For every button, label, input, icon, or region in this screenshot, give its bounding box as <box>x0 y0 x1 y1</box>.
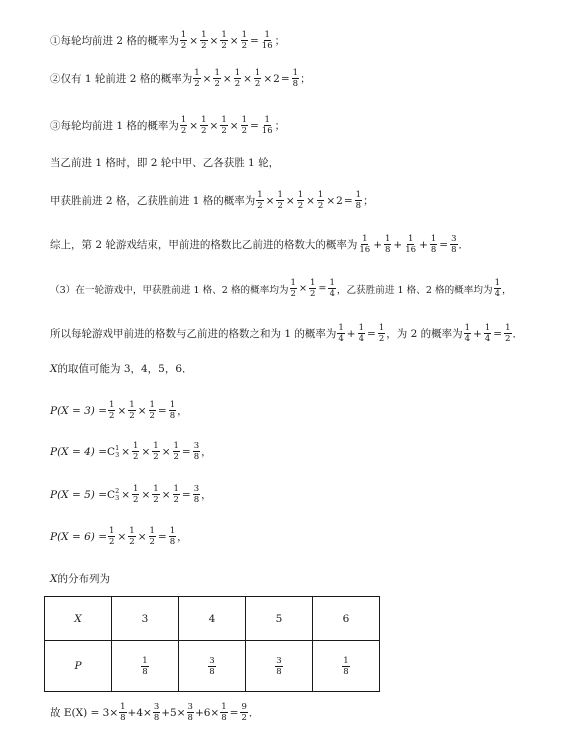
expectation-line: 故 E(X) = 3× $\frac{1}{8}$ +4× $\frac{3}{8}$ +5× $\frac{3}{8}$ +6× $\frac{1}{8}$ = $\frac{9}{2}$ ． <box>50 702 260 723</box>
prob-x5-line: P(X = 5) = C 2 3 × $\frac{1}{2}$ × $\frac{1}{2}$ × $\frac{1}{2}$ = $\frac{3}{8}$ ， <box>50 484 212 505</box>
result-fraction: $\frac{1}{2}$ <box>378 323 385 344</box>
fraction: $\frac{1}{4}$ <box>338 323 344 344</box>
fraction: $\frac{1}{2}$ <box>173 441 179 462</box>
fraction: $\frac{1}{4}$ <box>494 278 500 299</box>
result-fraction: $\frac{1}{8}$ <box>169 526 176 547</box>
table-cell: $\frac{3}{8}$ <box>246 641 313 692</box>
table-cell: $\frac{3}{8}$ <box>179 641 246 692</box>
fraction: $\frac{3}{8}$ <box>187 702 193 723</box>
fraction: $\frac{1}{2}$ <box>234 68 241 89</box>
step-1-line: ①每轮均前进 2 格的概率为 $\frac{1}{2}$ × $\frac{1}{2}$ × $\frac{1}{2}$ × $\frac{1}{2}$ = $\frac{1}{16}$ ； <box>50 30 286 51</box>
result-fraction: $\frac{1}{4}$ <box>329 278 335 299</box>
fraction: $\frac{1}{2}$ <box>129 400 135 421</box>
step-2-text: ②仅有 1 轮前进 2 格的概率为 <box>50 73 193 85</box>
fraction: $\frac{1}{2}$ <box>221 115 227 136</box>
fraction: $\frac{1}{2}$ <box>201 115 207 136</box>
fraction: $\frac{1}{2}$ <box>149 526 155 547</box>
step-1-text: ①每轮均前进 2 格的概率为 <box>50 35 179 47</box>
fraction: $\frac{1}{2}$ <box>221 30 227 51</box>
fraction: $\frac{1}{2}$ <box>133 441 139 462</box>
table-header-cell: 4 <box>179 597 246 641</box>
table-cell: $\frac{1}{8}$ <box>313 641 380 692</box>
fraction: $\frac{1}{2}$ <box>290 278 296 299</box>
fraction: $\frac{1}{16}$ <box>359 234 371 255</box>
summary-line: 综上，第 2 轮游戏结束，甲前进的格数比乙前进的格数大的概率为 $\frac{1}{16}$ + $\frac{1}{8}$ + $\frac{1}{16}$ + $\frac{1}{8}$ = $\frac{3}{8}$ ． <box>50 234 470 255</box>
fraction: $\frac{1}{2}$ <box>254 68 261 89</box>
fraction: $\frac{1}{2}$ <box>194 68 200 89</box>
result-fraction: $\frac{9}{2}$ <box>241 702 247 723</box>
distribution-table <box>44 596 380 692</box>
combination-index: 2 3 <box>115 486 120 502</box>
fraction: $\frac{1}{2}$ <box>129 526 135 547</box>
result-fraction: $\frac{1}{16}$ <box>261 30 273 51</box>
result-fraction: $\frac{3}{8}$ <box>451 234 457 255</box>
fraction: $\frac{1}{4}$ <box>358 323 365 344</box>
sum-prob-line: 所以每轮游戏甲前进的格数与乙前进的格数之和为 1 的概率为 $\frac{1}{4}$ + $\frac{1}{4}$ = $\frac{1}{2}$ ，为 2 的概率为 $\frac{1}{4}$ + $\frac{1}{4}$ = $\frac{1}{2}$ ． <box>50 323 523 344</box>
fraction: $\frac{1}{2}$ <box>153 484 159 505</box>
fraction: $\frac{1}{2}$ <box>297 190 304 211</box>
result-fraction: $\frac{3}{8}$ <box>193 441 200 462</box>
fraction: $\frac{1}{8}$ <box>430 234 437 255</box>
table-row-label: P <box>45 641 112 692</box>
result-fraction: $\frac{1}{8}$ <box>169 400 176 421</box>
fraction: $\frac{1}{2}$ <box>214 68 220 89</box>
fraction: $\frac{1}{2}$ <box>277 190 283 211</box>
fraction: $\frac{1}{2}$ <box>109 400 115 421</box>
part-3-intro-line: （3）在一轮游戏中，甲获胜前进 1 格、2 格的概率均为 $\frac{1}{2}$ × $\frac{1}{2}$ = $\frac{1}{4}$ ，乙获胜前进 1 格、2 格的概率均为 $\frac{1}{4}$ ， <box>50 278 512 299</box>
distribution-heading: X 的分布列为 <box>50 572 110 585</box>
prob-x6-line: P(X = 6) = $\frac{1}{2}$ × $\frac{1}{2}$ × $\frac{1}{2}$ = $\frac{1}{8}$ ， <box>50 526 188 547</box>
fraction: $\frac{1}{2}$ <box>180 30 187 51</box>
table-header-cell: 6 <box>313 597 380 641</box>
result-fraction: $\frac{1}{8}$ <box>355 190 362 211</box>
fraction: $\frac{1}{2}$ <box>241 115 247 136</box>
fraction: $\frac{1}{8}$ <box>385 234 391 255</box>
fraction: $\frac{1}{4}$ <box>484 323 491 344</box>
fraction: $\frac{1}{2}$ <box>241 30 247 51</box>
step-3-line: ③每轮均前进 1 格的概率为 $\frac{1}{2}$ × $\frac{1}{2}$ × $\frac{1}{2}$ × $\frac{1}{2}$ = $\frac{1}{16}$ ； <box>50 115 286 136</box>
prob-x4-line: P(X = 4) = C 1 3 × $\frac{1}{2}$ × $\frac{1}{2}$ × $\frac{1}{2}$ = $\frac{3}{8}$ ， <box>50 441 212 462</box>
fraction: $\frac{1}{2}$ <box>109 526 115 547</box>
fraction: $\frac{1}{2}$ <box>133 484 139 505</box>
case-text-line: 当乙前进 1 格时，即 2 轮中甲、乙各获胜 1 轮， <box>50 157 280 169</box>
fraction: $\frac{1}{8}$ <box>221 702 227 723</box>
table-header-cell: X <box>45 597 112 641</box>
fraction: $\frac{1}{2}$ <box>201 30 207 51</box>
table-cell: $\frac{1}{8}$ <box>112 641 179 692</box>
fraction: $\frac{1}{2}$ <box>310 278 316 299</box>
result-fraction: $\frac{1}{16}$ <box>261 115 273 136</box>
table-header-cell: 3 <box>112 597 179 641</box>
fraction: $\frac{1}{2}$ <box>257 190 263 211</box>
fraction: $\frac{1}{2}$ <box>317 190 324 211</box>
fraction: $\frac{1}{2}$ <box>149 400 155 421</box>
fraction: $\frac{1}{4}$ <box>464 323 471 344</box>
table-row <box>45 641 380 692</box>
step-2-line: ②仅有 1 轮前进 2 格的概率为 $\frac{1}{2}$ × $\frac{1}{2}$ × $\frac{1}{2}$ × $\frac{1}{2}$ × 2 = $\frac{1}{8}$ ； <box>50 68 311 89</box>
result-fraction: $\frac{3}{8}$ <box>193 484 200 505</box>
fraction: $\frac{1}{8}$ <box>120 702 126 723</box>
fraction: $\frac{3}{8}$ <box>153 702 160 723</box>
step-3-text: ③每轮均前进 1 格的概率为 <box>50 120 179 132</box>
result-fraction: $\frac{1}{8}$ <box>292 68 299 89</box>
table-row <box>45 597 380 641</box>
values-line: X 的取值可能为 3，4，5，6． <box>50 362 193 375</box>
case-prob-line: 甲获胜前进 2 格，乙获胜前进 1 格的概率为 $\frac{1}{2}$ × $\frac{1}{2}$ × $\frac{1}{2}$ × $\frac{1}{2}$ × 2 = $\frac{1}{8}$ ； <box>50 190 374 211</box>
prob-x3-line: P(X = 3) = $\frac{1}{2}$ × $\frac{1}{2}$ × $\frac{1}{2}$ = $\frac{1}{8}$ ， <box>50 400 188 421</box>
fraction: $\frac{1}{2}$ <box>180 115 187 136</box>
table-header-cell: 5 <box>246 597 313 641</box>
fraction: $\frac{1}{16}$ <box>405 234 417 255</box>
combination-index: 1 3 <box>115 443 120 459</box>
fraction: $\frac{1}{2}$ <box>153 441 159 462</box>
result-fraction: $\frac{1}{2}$ <box>505 323 511 344</box>
fraction: $\frac{1}{2}$ <box>173 484 179 505</box>
